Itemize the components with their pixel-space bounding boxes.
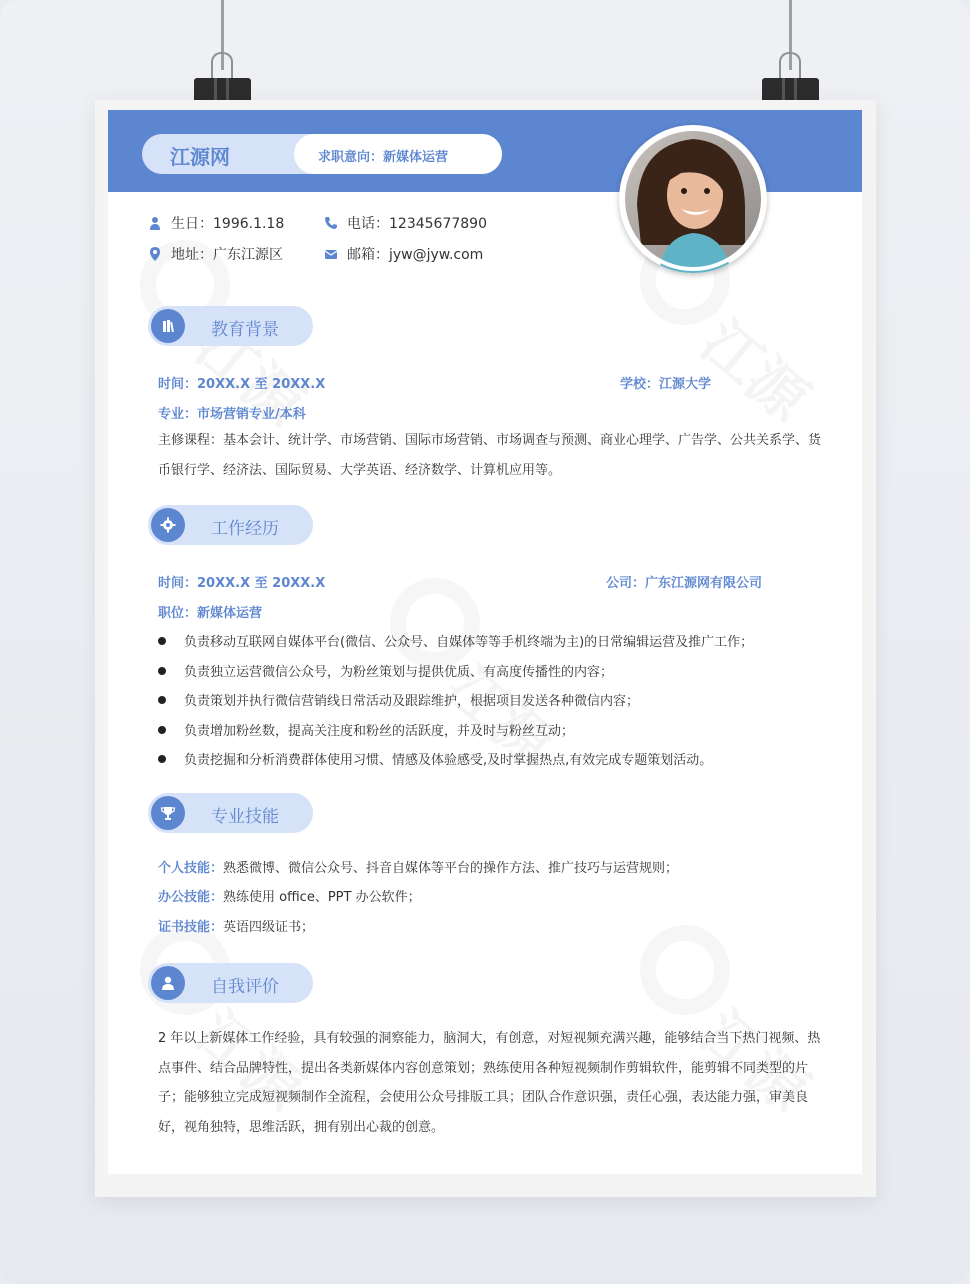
phone-icon — [324, 216, 338, 230]
skill-label: 证书技能： — [158, 920, 224, 935]
birthday-row — [148, 213, 284, 233]
skill-label: 个人技能： — [158, 861, 224, 876]
education-time: 时间：20XX.X 至 20XX.X — [158, 377, 326, 392]
location-pin-icon — [148, 247, 162, 261]
skill-label: 办公技能： — [158, 890, 224, 905]
section-icon-badge — [151, 796, 185, 830]
section-icon-badge — [151, 309, 185, 343]
person-icon — [148, 216, 162, 230]
avatar — [619, 125, 767, 273]
book-icon — [160, 318, 176, 334]
watermark-logo — [390, 578, 480, 668]
duty-item: 负责挖掘和分析消费群体使用习惯、情感及体验感受,及时掌握热点,有效完成专题策划活动。 — [158, 749, 712, 768]
education-school: 学校：江源大学 — [620, 377, 712, 392]
phone: 电话：12345677890 — [347, 216, 487, 232]
trophy-icon — [160, 805, 176, 821]
self-evaluation: 2 年以上新媒体工作经验，具有较强的洞察能力，脑洞大，有创意，对短视频充满兴趣，能够结合当下热门视频、热点事件、结合品牌特性，提出各类新媒体内容创意策划；熟练使用各种短视频制作剪辑软件，能剪辑不同类型的片子；能够独立完成短视频制作全流程，会使用公众号排版工具；团队合作意识强，责任心强，表达能力强，审美良好，视角独特，思维活跃，拥有别出心裁的创意。 — [158, 1031, 821, 1135]
mail-icon — [324, 247, 338, 261]
skill-personal: 个人技能：熟悉微博、微信公众号、抖音自媒体等平台的操作方法、推广技巧与运营规则； — [158, 861, 679, 876]
user-icon — [160, 975, 176, 991]
section-title-education: 教育背景 — [211, 320, 279, 340]
education-major: 专业：市场营销专业/本科 — [158, 407, 306, 422]
duty-item: 负责增加粉丝数，提高关注度和粉丝的活跃度，并及时与粉丝互动； — [158, 720, 574, 739]
section-icon-badge — [151, 966, 185, 1000]
skill-office: 办公技能：熟练使用 office、PPT 办公软件； — [158, 890, 421, 905]
clip-wire-right — [779, 52, 801, 80]
duty-item: 负责策划并执行微信营销线日常活动及跟踪维护，根据项目发送各种微信内容； — [158, 690, 639, 709]
candidate-name: 江源网 — [170, 145, 230, 169]
address: 地址：广东江源区 — [171, 247, 283, 263]
section-icon-badge — [151, 508, 185, 542]
birthday: 生日：1996.1.18 — [171, 216, 285, 232]
duty-item: 负责独立运营微信公众号，为粉丝策划与提供优质、有高度传播性的内容； — [158, 661, 613, 680]
section-title-skills: 专业技能 — [211, 807, 279, 827]
gear-icon — [160, 517, 176, 533]
education-courses: 主修课程：基本会计、统计学、市场营销、国际市场营销、市场调查与预测、商业心理学、广告学、公共关系学、货币银行学、经济法、国际贸易、大学英语、经济数学、计算机应用等。 — [158, 433, 822, 478]
skill-cert: 证书技能：英语四级证书； — [158, 920, 315, 935]
phone-row — [324, 213, 487, 233]
clip-wire-left — [211, 52, 233, 80]
email: 邮箱：jyw@jyw.com — [347, 247, 484, 263]
work-company: 公司：广东江源网有限公司 — [606, 576, 763, 591]
work-position: 职位：新媒体运营 — [158, 606, 263, 621]
email-row — [324, 244, 483, 264]
duty-item: 负责移动互联网自媒体平台(微信、公众号、自媒体等等手机终端为主)的日常编辑运营及推广工作； — [158, 631, 753, 650]
work-time: 时间：20XX.X 至 20XX.X — [158, 576, 326, 591]
section-title-self: 自我评价 — [211, 977, 279, 997]
watermark-logo — [640, 925, 730, 1015]
job-intent: 求职意向：新媒体运营 — [318, 150, 449, 165]
address-row — [148, 244, 283, 264]
section-title-work: 工作经历 — [211, 519, 279, 539]
